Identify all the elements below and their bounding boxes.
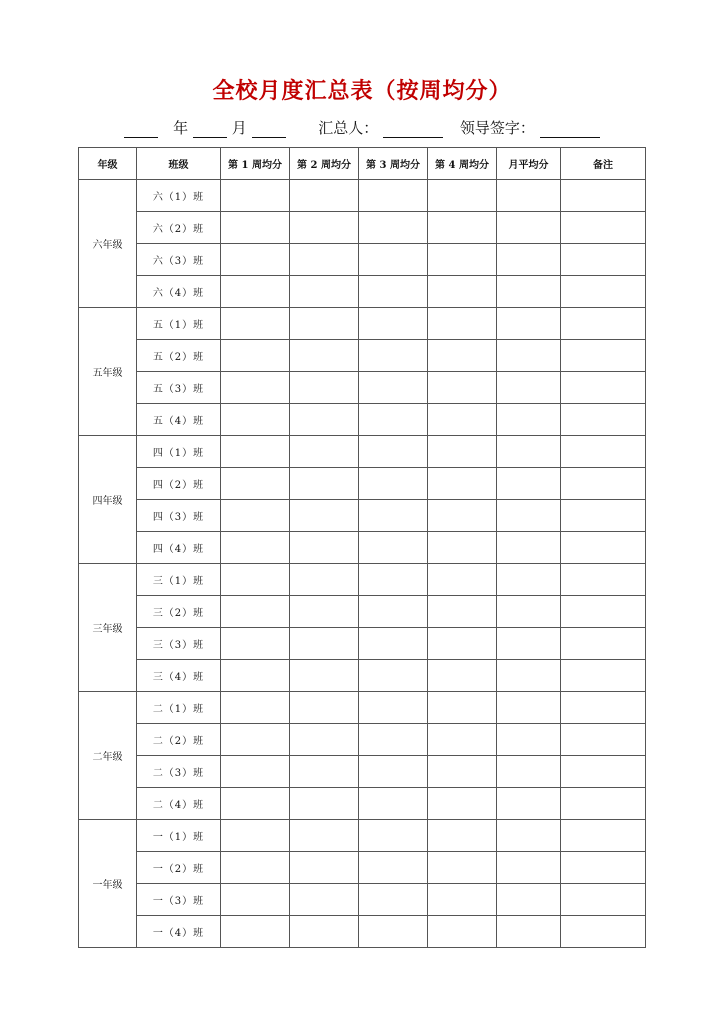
week4-score-cell[interactable] <box>428 436 497 468</box>
table-row <box>79 276 646 308</box>
week4-score-cell[interactable] <box>428 340 497 372</box>
week1-score-cell[interactable] <box>221 692 290 724</box>
table-row <box>79 788 646 820</box>
week2-score-cell[interactable] <box>290 884 359 916</box>
week2-score-cell[interactable] <box>290 436 359 468</box>
month-label: 月 <box>231 119 247 137</box>
week4-score-cell[interactable] <box>428 692 497 724</box>
remarks-cell[interactable] <box>561 564 646 596</box>
week3-score-cell[interactable] <box>359 724 428 756</box>
table-row <box>79 628 646 660</box>
week1-score-cell[interactable] <box>221 628 290 660</box>
grade-cell: 四年级 <box>79 436 137 564</box>
table-row <box>79 756 646 788</box>
monthly-average-cell[interactable] <box>497 212 561 244</box>
week2-score-cell[interactable] <box>290 564 359 596</box>
week3-score-cell[interactable] <box>359 404 428 436</box>
week4-score-cell[interactable] <box>428 596 497 628</box>
remarks-cell[interactable] <box>561 596 646 628</box>
table-row <box>79 852 646 884</box>
class-cell: 五（4）班 <box>137 404 221 436</box>
week3-score-cell[interactable] <box>359 212 428 244</box>
week3-score-cell[interactable] <box>359 660 428 692</box>
week1-score-cell[interactable] <box>221 436 290 468</box>
week3-score-cell[interactable] <box>359 820 428 852</box>
table-row <box>79 404 646 436</box>
week3-score-cell[interactable] <box>359 564 428 596</box>
week3-score-cell[interactable] <box>359 180 428 212</box>
monthly-average-cell[interactable] <box>497 724 561 756</box>
week2-score-cell[interactable] <box>290 628 359 660</box>
week2-score-cell[interactable] <box>290 532 359 564</box>
week4-score-cell[interactable] <box>428 500 497 532</box>
week1-score-cell[interactable] <box>221 180 290 212</box>
remarks-cell[interactable] <box>561 500 646 532</box>
page-title: 全校月度汇总表（按周均分） <box>212 79 512 104</box>
week4-score-cell[interactable] <box>428 212 497 244</box>
week4-score-cell[interactable] <box>428 628 497 660</box>
remarks-cell[interactable] <box>561 532 646 564</box>
week1-score-cell[interactable] <box>221 532 290 564</box>
week2-score-cell[interactable] <box>290 372 359 404</box>
class-cell: 二（4）班 <box>137 788 221 820</box>
table-row <box>79 212 646 244</box>
col-header-class: 班级 <box>137 148 221 180</box>
monthly-average-cell[interactable] <box>497 884 561 916</box>
table-row <box>79 660 646 692</box>
year-blank[interactable] <box>124 121 158 138</box>
table-row <box>79 500 646 532</box>
summarizer-blank[interactable] <box>383 121 443 138</box>
leader-signature-blank[interactable] <box>540 121 600 138</box>
week1-score-cell[interactable] <box>221 660 290 692</box>
col-header-monthly-average: 月平均分 <box>497 148 561 180</box>
table-row <box>79 372 646 404</box>
table-row <box>79 564 646 596</box>
remarks-cell[interactable] <box>561 916 646 948</box>
monthly-average-cell[interactable] <box>497 660 561 692</box>
week1-score-cell[interactable] <box>221 564 290 596</box>
week2-score-cell[interactable] <box>290 244 359 276</box>
class-cell: 五（1）班 <box>137 308 221 340</box>
remarks-cell[interactable] <box>561 404 646 436</box>
week1-score-cell[interactable] <box>221 596 290 628</box>
class-cell: 四（3）班 <box>137 500 221 532</box>
week2-score-cell[interactable] <box>290 500 359 532</box>
remarks-cell[interactable] <box>561 308 646 340</box>
monthly-average-cell[interactable] <box>497 788 561 820</box>
class-cell: 六（4）班 <box>137 276 221 308</box>
class-cell: 六（2）班 <box>137 212 221 244</box>
year-label: 年 <box>173 119 189 137</box>
monthly-average-cell[interactable] <box>497 468 561 500</box>
week4-score-cell[interactable] <box>428 276 497 308</box>
week1-score-cell[interactable] <box>221 308 290 340</box>
week2-score-cell[interactable] <box>290 820 359 852</box>
week3-score-cell[interactable] <box>359 500 428 532</box>
week2-score-cell[interactable] <box>290 596 359 628</box>
remarks-cell[interactable] <box>561 756 646 788</box>
class-cell: 五（2）班 <box>137 340 221 372</box>
week1-score-cell[interactable] <box>221 820 290 852</box>
monthly-average-cell[interactable] <box>497 500 561 532</box>
remarks-cell[interactable] <box>561 724 646 756</box>
class-cell: 三（3）班 <box>137 628 221 660</box>
week4-score-cell[interactable] <box>428 884 497 916</box>
week4-score-cell[interactable] <box>428 756 497 788</box>
week4-score-cell[interactable] <box>428 564 497 596</box>
table-row <box>79 884 646 916</box>
week1-score-cell[interactable] <box>221 212 290 244</box>
table-row <box>79 692 646 724</box>
week3-score-cell[interactable] <box>359 852 428 884</box>
week4-score-cell[interactable] <box>428 308 497 340</box>
week3-score-cell[interactable] <box>359 916 428 948</box>
week4-score-cell[interactable] <box>428 180 497 212</box>
week3-score-cell[interactable] <box>359 340 428 372</box>
class-cell: 六（1）班 <box>137 180 221 212</box>
week4-score-cell[interactable] <box>428 916 497 948</box>
week3-score-cell[interactable] <box>359 532 428 564</box>
month-blank[interactable] <box>193 121 227 138</box>
week3-score-cell[interactable] <box>359 436 428 468</box>
week3-score-cell[interactable] <box>359 244 428 276</box>
week2-score-cell[interactable] <box>290 276 359 308</box>
week3-score-cell[interactable] <box>359 756 428 788</box>
table-row <box>79 820 646 852</box>
week1-score-cell[interactable] <box>221 340 290 372</box>
week1-score-cell[interactable] <box>221 372 290 404</box>
week4-score-cell[interactable] <box>428 244 497 276</box>
grade-cell: 二年级 <box>79 692 137 820</box>
remarks-cell[interactable] <box>561 788 646 820</box>
week2-score-cell[interactable] <box>290 212 359 244</box>
class-cell: 一（1）班 <box>137 820 221 852</box>
week2-score-cell[interactable] <box>290 916 359 948</box>
day-blank[interactable] <box>252 121 286 138</box>
week4-score-cell[interactable] <box>428 468 497 500</box>
remarks-cell[interactable] <box>561 468 646 500</box>
remarks-cell[interactable] <box>561 628 646 660</box>
remarks-cell[interactable] <box>561 436 646 468</box>
week2-score-cell[interactable] <box>290 308 359 340</box>
table-row <box>79 244 646 276</box>
col-header-week4: 第 4 周均分 <box>428 148 497 180</box>
remarks-cell[interactable] <box>561 692 646 724</box>
grade-cell: 六年级 <box>79 180 137 308</box>
remarks-cell[interactable] <box>561 244 646 276</box>
leader-signature-label: 领导签字： <box>459 119 535 137</box>
week1-score-cell[interactable] <box>221 244 290 276</box>
class-cell: 三（2）班 <box>137 596 221 628</box>
week1-score-cell[interactable] <box>221 276 290 308</box>
grade-cell: 三年级 <box>79 564 137 692</box>
table-row <box>79 436 646 468</box>
monthly-average-cell[interactable] <box>497 820 561 852</box>
header-fields <box>0 117 724 138</box>
week2-score-cell[interactable] <box>290 788 359 820</box>
monthly-average-cell[interactable] <box>497 596 561 628</box>
remarks-cell[interactable] <box>561 372 646 404</box>
week3-score-cell[interactable] <box>359 692 428 724</box>
week4-score-cell[interactable] <box>428 372 497 404</box>
week4-score-cell[interactable] <box>428 532 497 564</box>
week3-score-cell[interactable] <box>359 884 428 916</box>
class-cell: 一（4）班 <box>137 916 221 948</box>
week3-score-cell[interactable] <box>359 468 428 500</box>
monthly-average-cell[interactable] <box>497 436 561 468</box>
monthly-average-cell[interactable] <box>497 564 561 596</box>
class-cell: 五（3）班 <box>137 372 221 404</box>
class-cell: 一（3）班 <box>137 884 221 916</box>
week4-score-cell[interactable] <box>428 660 497 692</box>
remarks-cell[interactable] <box>561 884 646 916</box>
summary-table <box>78 147 646 948</box>
week1-score-cell[interactable] <box>221 404 290 436</box>
table-body <box>79 180 646 948</box>
class-cell: 四（2）班 <box>137 468 221 500</box>
monthly-average-cell[interactable] <box>497 628 561 660</box>
week1-score-cell[interactable] <box>221 884 290 916</box>
monthly-average-cell[interactable] <box>497 244 561 276</box>
week4-score-cell[interactable] <box>428 404 497 436</box>
monthly-average-cell[interactable] <box>497 404 561 436</box>
week2-score-cell[interactable] <box>290 180 359 212</box>
monthly-average-cell[interactable] <box>497 308 561 340</box>
remarks-cell[interactable] <box>561 340 646 372</box>
table-row <box>79 596 646 628</box>
week1-score-cell[interactable] <box>221 916 290 948</box>
remarks-cell[interactable] <box>561 820 646 852</box>
grade-cell: 五年级 <box>79 308 137 436</box>
week3-score-cell[interactable] <box>359 372 428 404</box>
monthly-average-cell[interactable] <box>497 756 561 788</box>
week2-score-cell[interactable] <box>290 692 359 724</box>
class-cell: 四（1）班 <box>137 436 221 468</box>
week2-score-cell[interactable] <box>290 404 359 436</box>
col-header-remarks: 备注 <box>561 148 646 180</box>
week1-score-cell[interactable] <box>221 852 290 884</box>
week1-score-cell[interactable] <box>221 724 290 756</box>
remarks-cell[interactable] <box>561 212 646 244</box>
monthly-average-cell[interactable] <box>497 852 561 884</box>
week3-score-cell[interactable] <box>359 276 428 308</box>
week1-score-cell[interactable] <box>221 468 290 500</box>
week3-score-cell[interactable] <box>359 596 428 628</box>
col-header-week3: 第 3 周均分 <box>359 148 428 180</box>
table-row <box>79 532 646 564</box>
week2-score-cell[interactable] <box>290 468 359 500</box>
class-cell: 四（4）班 <box>137 532 221 564</box>
week1-score-cell[interactable] <box>221 500 290 532</box>
table-row <box>79 916 646 948</box>
week4-score-cell[interactable] <box>428 820 497 852</box>
monthly-average-cell[interactable] <box>497 276 561 308</box>
monthly-average-cell[interactable] <box>497 692 561 724</box>
table-row <box>79 180 646 212</box>
summarizer-label: 汇总人： <box>318 119 379 137</box>
week4-score-cell[interactable] <box>428 724 497 756</box>
class-cell: 三（4）班 <box>137 660 221 692</box>
week4-score-cell[interactable] <box>428 788 497 820</box>
col-header-week1: 第 1 周均分 <box>221 148 290 180</box>
week3-score-cell[interactable] <box>359 628 428 660</box>
table-row <box>79 308 646 340</box>
table-row <box>79 468 646 500</box>
week2-score-cell[interactable] <box>290 724 359 756</box>
monthly-average-cell[interactable] <box>497 916 561 948</box>
table-row <box>79 340 646 372</box>
week2-score-cell[interactable] <box>290 660 359 692</box>
monthly-average-cell[interactable] <box>497 372 561 404</box>
week2-score-cell[interactable] <box>290 852 359 884</box>
week3-score-cell[interactable] <box>359 308 428 340</box>
remarks-cell[interactable] <box>561 276 646 308</box>
remarks-cell[interactable] <box>561 660 646 692</box>
col-header-grade: 年级 <box>79 148 137 180</box>
week4-score-cell[interactable] <box>428 852 497 884</box>
table-row <box>79 724 646 756</box>
week2-score-cell[interactable] <box>290 756 359 788</box>
class-cell: 二（2）班 <box>137 724 221 756</box>
monthly-average-cell[interactable] <box>497 340 561 372</box>
week1-score-cell[interactable] <box>221 756 290 788</box>
class-cell: 一（2）班 <box>137 852 221 884</box>
monthly-average-cell[interactable] <box>497 180 561 212</box>
class-cell: 二（3）班 <box>137 756 221 788</box>
week2-score-cell[interactable] <box>290 340 359 372</box>
grade-cell: 一年级 <box>79 820 137 948</box>
table-header-row <box>79 148 646 180</box>
week1-score-cell[interactable] <box>221 788 290 820</box>
week3-score-cell[interactable] <box>359 788 428 820</box>
class-cell: 三（1）班 <box>137 564 221 596</box>
col-header-week2: 第 2 周均分 <box>290 148 359 180</box>
monthly-average-cell[interactable] <box>497 532 561 564</box>
remarks-cell[interactable] <box>561 180 646 212</box>
class-cell: 二（1）班 <box>137 692 221 724</box>
remarks-cell[interactable] <box>561 852 646 884</box>
class-cell: 六（3）班 <box>137 244 221 276</box>
